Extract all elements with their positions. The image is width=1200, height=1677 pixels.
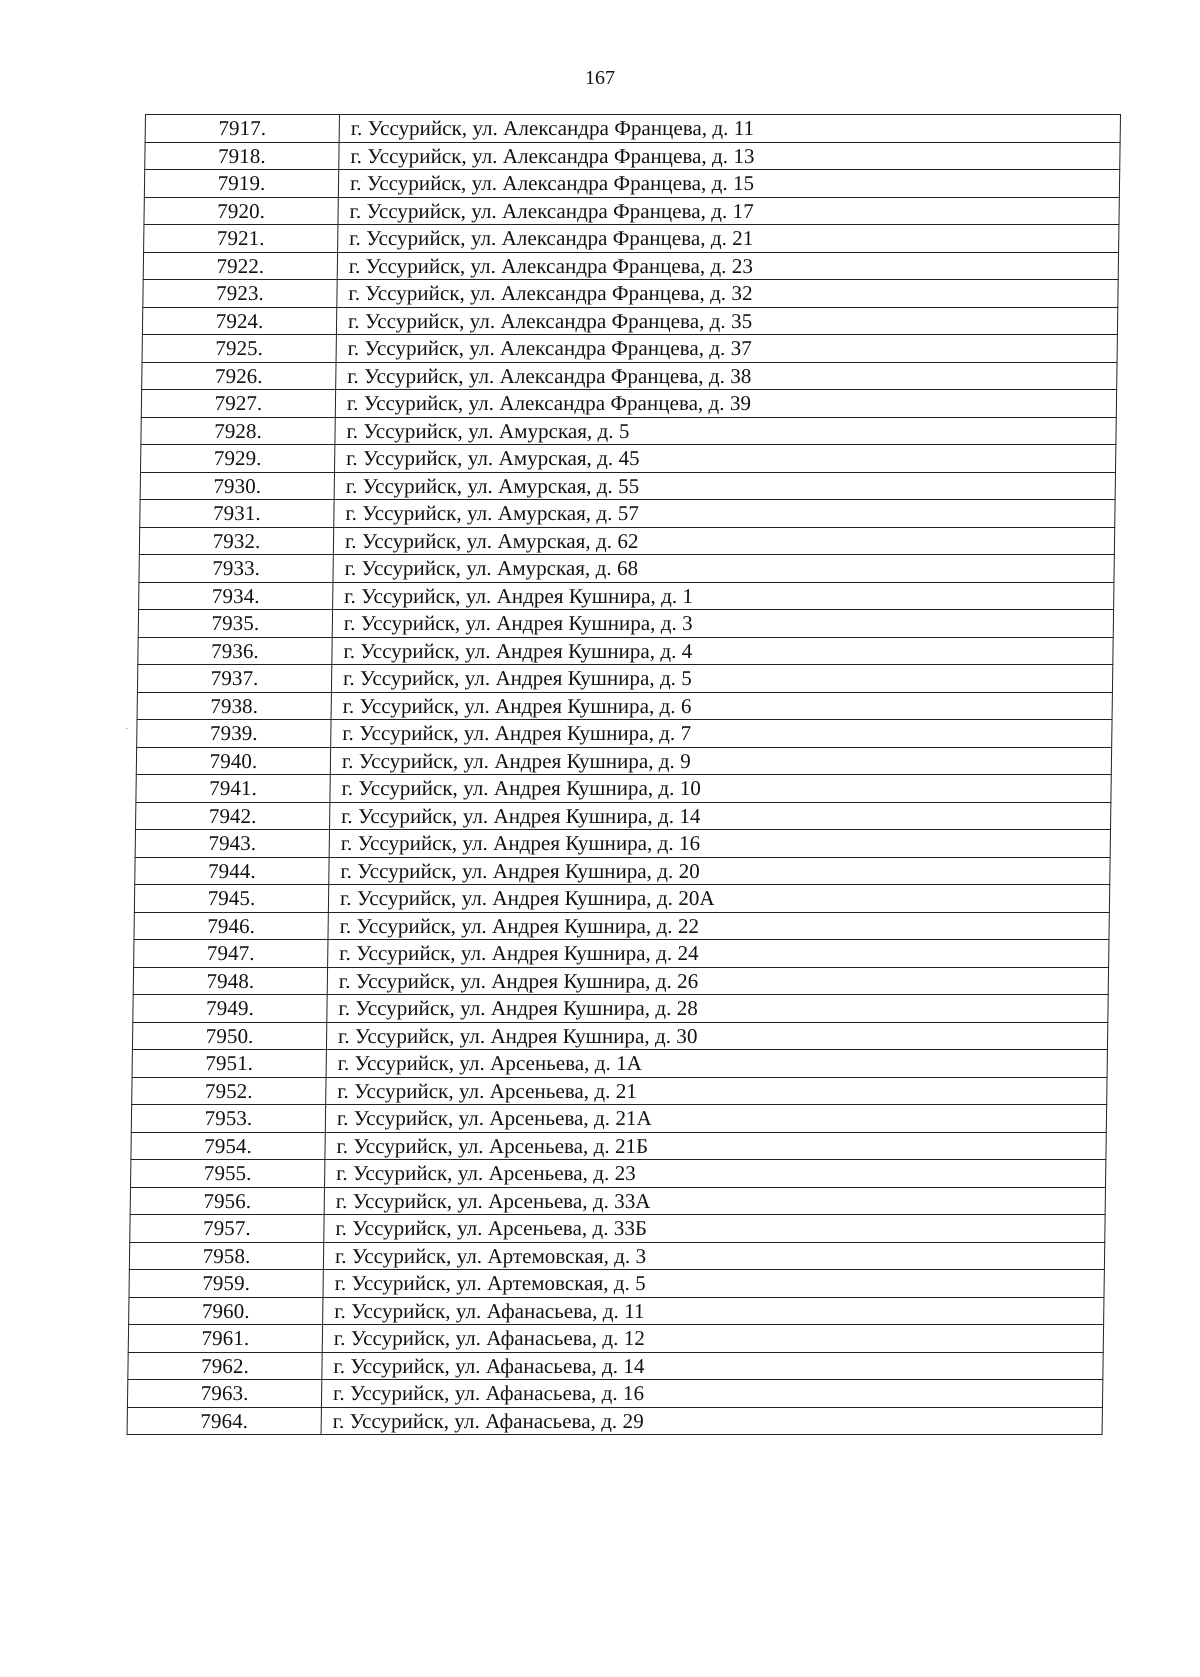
row-number-cell: 7922. [143,252,337,280]
address-cell: г. Уссурийск, ул. Амурская, д. 68 [333,555,1114,583]
row-number-cell: 7957. [130,1215,324,1243]
row-number-cell: 7948. [133,967,327,995]
row-number-cell: 7953. [131,1105,325,1133]
row-number-cell: 7959. [129,1270,323,1298]
address-cell: г. Уссурийск, ул. Александра Францева, д. 38 [336,362,1117,390]
table-row [138,610,1113,638]
row-number-cell: 7920. [144,197,338,225]
row-number-cell: 7936. [138,637,332,665]
table-row [133,995,1108,1023]
table-row [144,170,1119,198]
table-row [141,445,1116,473]
address-cell: г. Уссурийск, ул. Андрея Кушнира, д. 20А [328,885,1109,913]
row-number-cell: 7940. [136,747,330,775]
row-number-cell: 7945. [134,885,328,913]
address-cell: г. Уссурийск, ул. Афанасьева, д. 29 [321,1407,1102,1435]
row-number-cell: 7929. [141,445,335,473]
address-cell: г. Уссурийск, ул. Андрея Кушнира, д. 26 [327,967,1108,995]
row-number-cell: 7925. [142,335,336,363]
row-number-cell: 7930. [140,472,334,500]
table-row [137,692,1112,720]
address-cell: г. Уссурийск, ул. Андрея Кушнира, д. 28 [327,995,1108,1023]
table-row [132,1050,1107,1078]
table-row [128,1325,1103,1353]
row-number-cell: 7933. [139,555,333,583]
row-number-cell: 7950. [132,1022,326,1050]
address-table [127,114,1121,1435]
table-row [139,555,1114,583]
address-cell: г. Уссурийск, ул. Амурская, д. 5 [335,417,1116,445]
address-cell: г. Уссурийск, ул. Андрея Кушнира, д. 24 [328,940,1109,968]
row-number-cell: 7962. [128,1352,322,1380]
table-row [137,720,1112,748]
table-row [135,857,1110,885]
table-row [135,830,1110,858]
address-cell: г. Уссурийск, ул. Андрея Кушнира, д. 5 [331,665,1112,693]
row-number-cell: 7944. [135,857,329,885]
row-number-cell: 7947. [134,940,328,968]
row-number-cell: 7958. [129,1242,323,1270]
address-cell: г. Уссурийск, ул. Андрея Кушнира, д. 9 [330,747,1111,775]
row-number-cell: 7928. [141,417,335,445]
address-cell: г. Уссурийск, ул. Александра Францева, д. 15 [338,170,1119,198]
address-cell: г. Уссурийск, ул. Артемовская, д. 3 [323,1242,1104,1270]
table-row [129,1297,1104,1325]
table-row [132,1077,1107,1105]
row-number-cell: 7951. [132,1050,326,1078]
table-row [137,665,1112,693]
table-row [134,912,1109,940]
address-cell: г. Уссурийск, ул. Афанасьева, д. 14 [322,1352,1103,1380]
table-row [138,637,1113,665]
address-cell: г. Уссурийск, ул. Андрея Кушнира, д. 10 [330,775,1111,803]
row-number-cell: 7926. [142,362,336,390]
address-cell: г. Уссурийск, ул. Александра Францева, д. 39 [335,390,1116,418]
table-row [141,417,1116,445]
row-number-cell: 7919. [144,170,338,198]
address-cell: г. Уссурийск, ул. Афанасьева, д. 16 [321,1380,1102,1408]
address-cell: г. Уссурийск, ул. Арсеньева, д. 21А [325,1105,1106,1133]
row-number-cell: 7942. [136,802,330,830]
address-cell: г. Уссурийск, ул. Арсеньева, д. 23 [325,1160,1106,1188]
table-row [142,335,1117,363]
table-row [145,115,1120,143]
row-number-cell: 7956. [130,1187,324,1215]
row-number-cell: 7937. [137,665,331,693]
table-row [143,280,1118,308]
address-cell: г. Уссурийск, ул. Андрея Кушнира, д. 7 [331,720,1112,748]
table-row [131,1132,1106,1160]
address-cell: г. Уссурийск, ул. Андрея Кушнира, д. 14 [330,802,1111,830]
table-row [130,1215,1105,1243]
row-number-cell: 7954. [131,1132,325,1160]
address-cell: г. Уссурийск, ул. Амурская, д. 45 [335,445,1116,473]
address-cell: г. Уссурийск, ул. Андрея Кушнира, д. 30 [326,1022,1107,1050]
table-row [140,472,1115,500]
address-cell: г. Уссурийск, ул. Александра Францева, д. 21 [338,225,1119,253]
address-cell: г. Уссурийск, ул. Амурская, д. 62 [333,527,1114,555]
row-number-cell: 7941. [136,775,330,803]
row-number-cell: 7927. [141,390,335,418]
table-row [136,747,1111,775]
address-cell: г. Уссурийск, ул. Арсеньева, д. 33А [324,1187,1105,1215]
row-number-cell: 7943. [135,830,329,858]
row-number-cell: 7961. [128,1325,322,1353]
address-cell: г. Уссурийск, ул. Арсеньева, д. 33Б [324,1215,1105,1243]
address-cell: г. Уссурийск, ул. Андрея Кушнира, д. 6 [331,692,1112,720]
address-cell: г. Уссурийск, ул. Арсеньева, д. 21Б [325,1132,1106,1160]
address-cell: г. Уссурийск, ул. Андрея Кушнира, д. 3 [332,610,1113,638]
table-row [139,527,1114,555]
address-cell: г. Уссурийск, ул. Александра Францева, д. 11 [339,115,1120,143]
address-table-wrapper [127,114,1107,1435]
address-cell: г. Уссурийск, ул. Андрея Кушнира, д. 1 [333,582,1114,610]
table-row [143,252,1118,280]
address-cell: г. Уссурийск, ул. Амурская, д. 57 [334,500,1115,528]
row-number-cell: 7924. [142,307,336,335]
table-row [134,885,1109,913]
table-row [132,1022,1107,1050]
table-row [131,1105,1106,1133]
row-number-cell: 7932. [139,527,333,555]
table-row [128,1352,1103,1380]
table-row [133,967,1108,995]
table-row [141,390,1116,418]
table-row [131,1160,1106,1188]
table-row [136,802,1111,830]
address-cell: г. Уссурийск, ул. Александра Францева, д. 35 [336,307,1117,335]
address-cell: г. Уссурийск, ул. Афанасьева, д. 12 [322,1325,1103,1353]
table-row [144,197,1119,225]
address-cell: г. Уссурийск, ул. Александра Францева, д. 13 [339,142,1120,170]
address-table-body [127,115,1120,1435]
table-row [130,1187,1105,1215]
address-cell: г. Уссурийск, ул. Андрея Кушнира, д. 16 [329,830,1110,858]
row-number-cell: 7921. [144,225,338,253]
table-row [145,142,1120,170]
row-number-cell: 7963. [127,1380,321,1408]
address-cell: г. Уссурийск, ул. Александра Францева, д. 32 [337,280,1118,308]
table-row [129,1242,1104,1270]
address-cell: г. Уссурийск, ул. Александра Францева, д. 23 [337,252,1118,280]
address-cell: г. Уссурийск, ул. Андрея Кушнира, д. 20 [329,857,1110,885]
row-number-cell: 7934. [139,582,333,610]
address-cell: г. Уссурийск, ул. Андрея Кушнира, д. 22 [328,912,1109,940]
address-cell: г. Уссурийск, ул. Амурская, д. 55 [334,472,1115,500]
table-row [142,307,1117,335]
table-row [127,1407,1102,1435]
address-cell: г. Уссурийск, ул. Артемовская, д. 5 [323,1270,1104,1298]
table-row [136,775,1111,803]
page-number: 167 [585,67,615,89]
table-row [127,1380,1102,1408]
table-row [144,225,1119,253]
row-number-cell: 7918. [145,142,339,170]
row-number-cell: 7952. [132,1077,326,1105]
row-number-cell: 7960. [129,1297,323,1325]
table-row [129,1270,1104,1298]
table-row [134,940,1109,968]
table-row [139,582,1114,610]
scan-speck [126,728,128,729]
address-cell: г. Уссурийск, ул. Андрея Кушнира, д. 4 [332,637,1113,665]
row-number-cell: 7931. [140,500,334,528]
address-cell: г. Уссурийск, ул. Александра Францева, д. 37 [336,335,1117,363]
table-row [142,362,1117,390]
address-cell: г. Уссурийск, ул. Арсеньева, д. 1А [326,1050,1107,1078]
row-number-cell: 7939. [137,720,331,748]
row-number-cell: 7949. [133,995,327,1023]
address-cell: г. Уссурийск, ул. Арсеньева, д. 21 [326,1077,1107,1105]
row-number-cell: 7917. [145,115,339,143]
address-cell: г. Уссурийск, ул. Афанасьева, д. 11 [323,1297,1104,1325]
address-cell: г. Уссурийск, ул. Александра Францева, д. 17 [338,197,1119,225]
row-number-cell: 7938. [137,692,331,720]
row-number-cell: 7935. [138,610,332,638]
row-number-cell: 7955. [131,1160,325,1188]
row-number-cell: 7923. [143,280,337,308]
row-number-cell: 7964. [127,1407,321,1435]
row-number-cell: 7946. [134,912,328,940]
table-row [140,500,1115,528]
